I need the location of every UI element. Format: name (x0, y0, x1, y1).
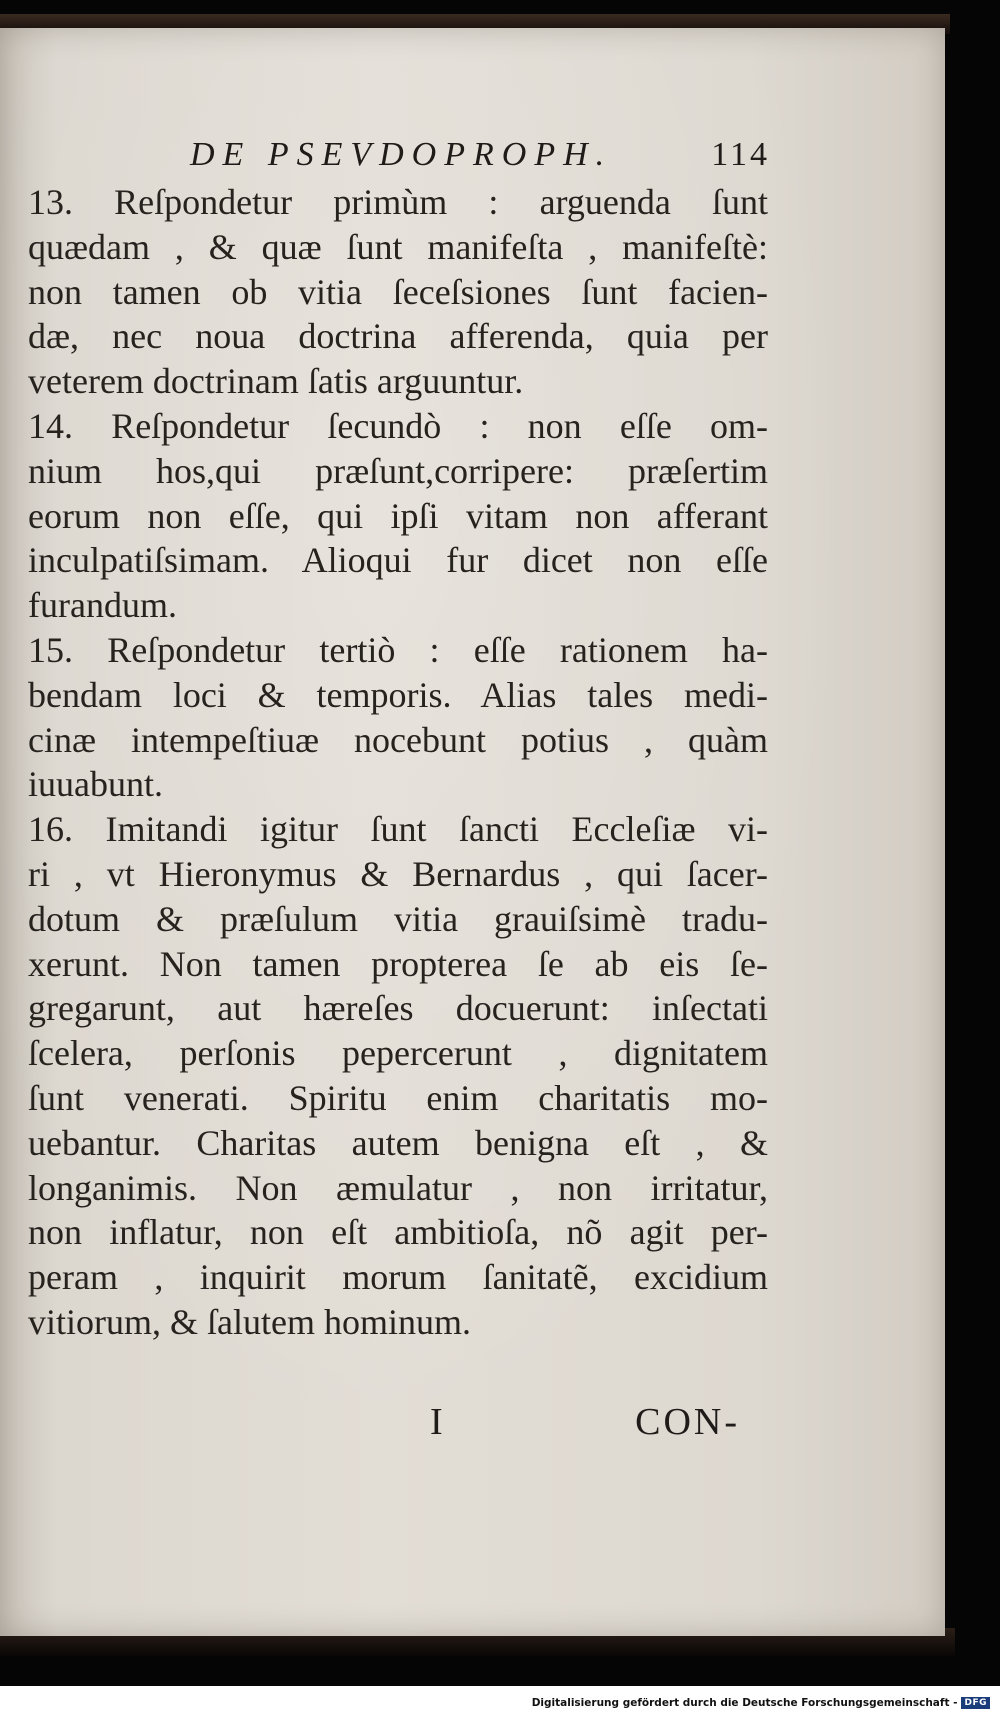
text-line: 14. Reſpondetur ſecundò : non eſſe om- (28, 405, 768, 446)
text-line: vitiorum, & ſalutem hominum. (28, 1301, 471, 1342)
catchword-row (420, 1400, 740, 1450)
text-line: ſcelera, perſonis pepercerunt , dignitatem (28, 1033, 768, 1074)
text-line: nium hos,qui præſunt,corripere: præſertim (28, 450, 768, 491)
digitization-credit (532, 1694, 990, 1712)
text-line: quædam , & quæ ſunt manifeſta , manifeſtè: (28, 226, 768, 267)
text-line: longanimis. Non æmulatur , non irritatur, (28, 1167, 768, 1208)
text-line: 15. Reſpondetur tertiò : eſſe rationem ha- (28, 629, 768, 670)
dfg-logo: DFG (961, 1697, 990, 1709)
body-text (28, 180, 768, 1345)
text-line: iuuabunt. (28, 764, 163, 805)
catchword: CON- (635, 1401, 740, 1443)
text-line: xerunt. Non tamen propterea ſe ab eis ſe- (28, 943, 768, 984)
credit-text: Digitalisierung gefördert durch die Deutsche Forschungsgemeinschaft - (531, 1697, 958, 1709)
text-line: ſunt venerati. Spiritu enim charitatis mo- (28, 1077, 768, 1118)
text-line: cinæ intempeſtiuæ nocebunt potius , quàm (28, 719, 768, 760)
text-line: dotum & præſulum vitia grauiſsimè tradu- (28, 898, 768, 939)
text-line: eorum non eſſe, qui ipſi vitam non afferant (28, 495, 768, 536)
text-line: 13. Reſpondetur primùm : arguenda ſunt (28, 182, 768, 222)
text-line: non tamen ob vitia ſeceſsiones ſunt facien- (28, 271, 768, 312)
signature-mark: I (430, 1401, 443, 1443)
text-line: ri , vt Hieronymus & Bernardus , qui ſacer- (28, 853, 768, 894)
text-line: non inflatur, non eſt ambitioſa, nõ agit per- (28, 1212, 768, 1253)
text-line: peram , inquirit morum ſanitatẽ, excidium (28, 1257, 768, 1298)
text-line: uebantur. Charitas autem benigna eſt , & (28, 1122, 768, 1163)
text-line: dæ, nec noua doctrina afferenda, quia per (28, 316, 768, 357)
text-line: 16. Imitandi igitur ſunt ſancti Eccleſiæ vi- (28, 809, 768, 850)
text-line: gregarunt, aut hæreſes docuerunt: inſectati (28, 988, 768, 1029)
text-line: furandum. (28, 585, 177, 626)
page-number: 114 (711, 136, 770, 173)
running-head-title: DE PSEVDOPROPH. (190, 136, 613, 173)
text-line: veterem doctrinam ſatis arguuntur. (28, 361, 524, 402)
book-page (0, 28, 945, 1636)
text-line: inculpatiſsimam. Alioqui fur dicet non eſſe (28, 540, 768, 581)
running-head (190, 136, 770, 180)
text-line: bendam loci & temporis. Alias tales medi- (28, 674, 768, 715)
